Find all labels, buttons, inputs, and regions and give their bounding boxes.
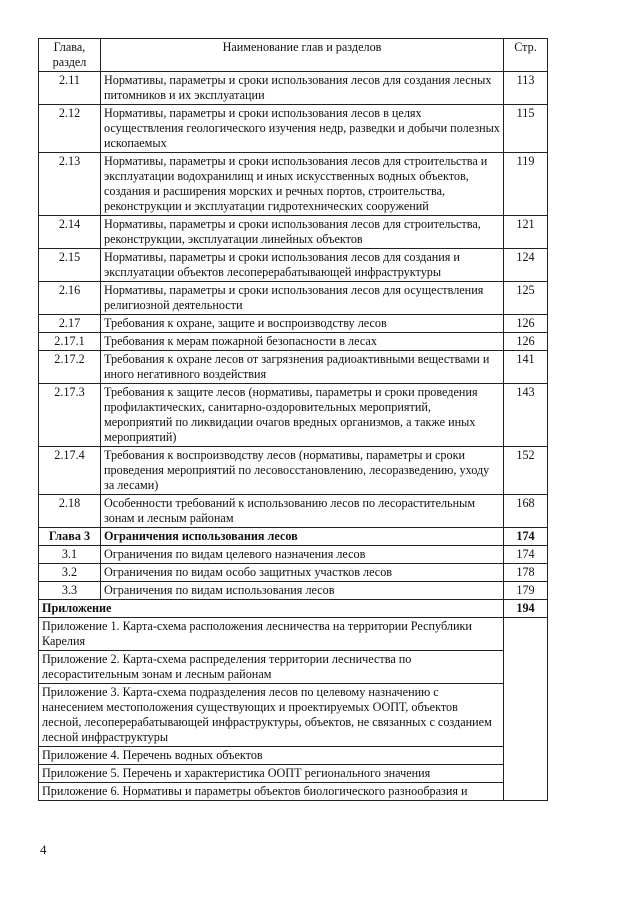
toc-row bbox=[39, 582, 548, 600]
toc-row-title: Требования к воспроизводству лесов (нормативы, параметры и сроки проведения мероприятий по лесовосстановлению, лесоразведению, уходу за лесами) bbox=[101, 447, 504, 495]
appendix-item: Приложение 3. Карта-схема подразделения лесов по целевому назначению с нанесением местоположения существующих и проектируемых ООПТ, объектов лесной, лесоперерабатывающей инфраструктуры, объектов, не связанных с созданием лесной инфраструктуры bbox=[39, 684, 504, 747]
appendix-item: Приложение 2. Карта-схема распределения территории лесничества по лесорастительным зонам и лесным районам bbox=[39, 651, 504, 684]
toc-row-number: 3.3 bbox=[39, 582, 101, 600]
toc-row-title: Нормативы, параметры и сроки использования лесов для создания и эксплуатации объектов лесоперерабатывающей инфраструктуры bbox=[101, 249, 504, 282]
toc-row bbox=[39, 546, 548, 564]
toc-row bbox=[39, 528, 548, 546]
toc-row bbox=[39, 384, 548, 447]
toc-row-page: 119 bbox=[504, 153, 548, 216]
toc-row-title: Нормативы, параметры и сроки использования лесов для строительства, реконструкции, эксплуатации линейных объектов bbox=[101, 216, 504, 249]
appendix-item-row bbox=[39, 618, 548, 651]
toc-row-page: 178 bbox=[504, 564, 548, 582]
toc-row-title: Ограничения по видам использования лесов bbox=[101, 582, 504, 600]
toc-body bbox=[39, 72, 548, 801]
header-page: Стр. bbox=[504, 39, 548, 72]
toc-row-number: 2.16 bbox=[39, 282, 101, 315]
toc-row-title: Требования к защите лесов (нормативы, параметры и сроки проведения профилактических, санитарно-оздоровительных мероприятий, мероприятий по ликвидации очагов вредных организмов, а также иных мероприятий) bbox=[101, 384, 504, 447]
toc-row bbox=[39, 564, 548, 582]
toc-row-number: 2.14 bbox=[39, 216, 101, 249]
toc-row-title: Нормативы, параметры и сроки использования лесов для осуществления религиозной деятельности bbox=[101, 282, 504, 315]
toc-row-number: 3.2 bbox=[39, 564, 101, 582]
toc-row-page: 124 bbox=[504, 249, 548, 282]
appendix-heading: Приложение bbox=[39, 600, 504, 618]
appendix-item-row bbox=[39, 765, 548, 783]
toc-row-number: 2.17.4 bbox=[39, 447, 101, 495]
toc-row-number: 2.11 bbox=[39, 72, 101, 105]
toc-row-number: 2.17 bbox=[39, 315, 101, 333]
toc-row-page: 126 bbox=[504, 333, 548, 351]
toc-row-title: Нормативы, параметры и сроки использования лесов в целях осуществления геологического изучения недр, разведки и добычи полезных ископаемых bbox=[101, 105, 504, 153]
toc-row-number: 2.17.2 bbox=[39, 351, 101, 384]
toc-row bbox=[39, 282, 548, 315]
toc-row-number: Глава 3 bbox=[39, 528, 101, 546]
toc-row-title: Требования к охране лесов от загрязнения радиоактивными веществами и иного негативного воздействия bbox=[101, 351, 504, 384]
toc-row-number: 2.12 bbox=[39, 105, 101, 153]
appendix-item: Приложение 6. Нормативы и параметры объектов биологического разнообразия и bbox=[39, 783, 504, 801]
toc-row-page: 115 bbox=[504, 105, 548, 153]
toc-row-title: Ограничения по видам особо защитных участков лесов bbox=[101, 564, 504, 582]
toc-row bbox=[39, 72, 548, 105]
appendix-item: Приложение 5. Перечень и характеристика ООПТ регионального значения bbox=[39, 765, 504, 783]
toc-row-title: Ограничения использования лесов bbox=[101, 528, 504, 546]
toc-header-row bbox=[39, 39, 548, 72]
toc-row-number: 2.15 bbox=[39, 249, 101, 282]
toc-row-number: 3.1 bbox=[39, 546, 101, 564]
appendix-item-row bbox=[39, 651, 548, 684]
toc-row-page: 168 bbox=[504, 495, 548, 528]
toc-row-number: 2.17.1 bbox=[39, 333, 101, 351]
toc-row bbox=[39, 351, 548, 384]
appendix-page: 194 bbox=[504, 600, 548, 618]
toc-row-page: 143 bbox=[504, 384, 548, 447]
appendix-heading-row bbox=[39, 600, 548, 618]
appendix-item-row bbox=[39, 783, 548, 801]
toc-row bbox=[39, 333, 548, 351]
toc-row bbox=[39, 249, 548, 282]
toc-row-title: Особенности требований к использованию лесов по лесорастительным зонам и лесным районам bbox=[101, 495, 504, 528]
toc-row-number: 2.17.3 bbox=[39, 384, 101, 447]
appendix-items-page-cell bbox=[504, 618, 548, 801]
toc-row-title: Нормативы, параметры и сроки использования лесов для создания лесных питомников и их эксплуатации bbox=[101, 72, 504, 105]
toc-row-page: 125 bbox=[504, 282, 548, 315]
appendix-item: Приложение 4. Перечень водных объектов bbox=[39, 747, 504, 765]
toc-row-title: Нормативы, параметры и сроки использования лесов для строительства и эксплуатации водохранилищ и иных искусственных водных объектов, создания и расширения морских и речных портов, строительства, реконструкции и эксплуатации гидротехнических сооружений bbox=[101, 153, 504, 216]
toc-row-page: 174 bbox=[504, 546, 548, 564]
toc-row-page: 152 bbox=[504, 447, 548, 495]
toc-row bbox=[39, 447, 548, 495]
toc-table bbox=[38, 38, 548, 801]
appendix-item-row bbox=[39, 684, 548, 747]
toc-row bbox=[39, 315, 548, 333]
appendix-item-row bbox=[39, 747, 548, 765]
header-title: Наименование глав и разделов bbox=[101, 39, 504, 72]
toc-row-title: Ограничения по видам целевого назначения лесов bbox=[101, 546, 504, 564]
toc-row bbox=[39, 153, 548, 216]
toc-row-page: 179 bbox=[504, 582, 548, 600]
toc-row-page: 126 bbox=[504, 315, 548, 333]
toc-row-number: 2.18 bbox=[39, 495, 101, 528]
page-number: 4 bbox=[40, 842, 47, 857]
toc-row bbox=[39, 495, 548, 528]
toc-row bbox=[39, 216, 548, 249]
header-chapter: Глава, раздел bbox=[39, 39, 101, 72]
toc-row-title: Требования к мерам пожарной безопасности в лесах bbox=[101, 333, 504, 351]
toc-row-page: 174 bbox=[504, 528, 548, 546]
toc-row-page: 113 bbox=[504, 72, 548, 105]
toc-row bbox=[39, 105, 548, 153]
toc-row-page: 141 bbox=[504, 351, 548, 384]
appendix-item: Приложение 1. Карта-схема расположения лесничества на территории Республики Карелия bbox=[39, 618, 504, 651]
toc-row-page: 121 bbox=[504, 216, 548, 249]
toc-row-title: Требования к охране, защите и воспроизводству лесов bbox=[101, 315, 504, 333]
toc-row-number: 2.13 bbox=[39, 153, 101, 216]
